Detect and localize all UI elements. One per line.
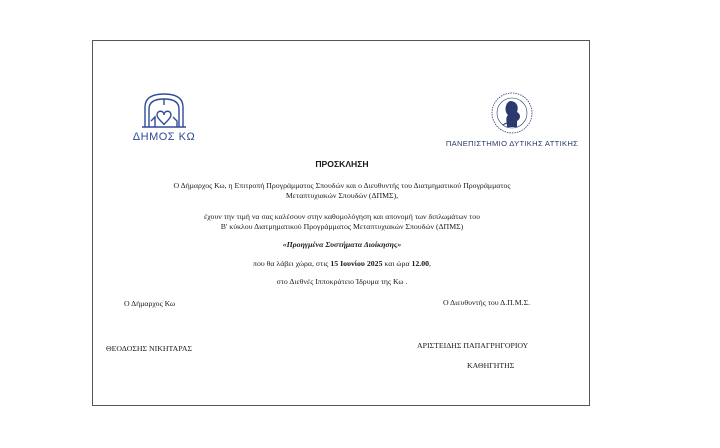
- mayor-role: Ο Δήμαρχος Κω: [124, 299, 176, 308]
- invitation-card: [92, 40, 590, 406]
- date-prefix: που θα λάβει χώρα, στις: [253, 259, 331, 268]
- event-time: 12.00: [411, 259, 430, 268]
- intro-line-2: Μεταπτυχιακών Σπουδών (ΔΠΜΣ),: [285, 191, 399, 200]
- municipality-logo: [131, 91, 197, 143]
- municipality-name: ΔΗΜΟΣ ΚΩ: [132, 131, 196, 143]
- director-name: ΑΡΙΣΤΕΙΔΗΣ ΠΑΠΑΓΡΗΓΟΡΙΟΥ: [417, 341, 529, 350]
- intro-line-3: έχουν την τιμή να σας καλέσουν στην καθομολόγηση και απονομή των διπλωμάτων του: [203, 212, 481, 221]
- director-role: Ο Διευθυντής του Δ.Π.Μ.Σ.: [443, 298, 531, 307]
- intro-line-4: Β' κύκλου Διατμηματικού Προγράμματος Μεταπτυχιακών Σπουδών (ΔΠΜΣ): [220, 222, 464, 231]
- date-time-line: [93, 259, 591, 269]
- university-name: ΠΑΝΕΠΙΣΤΗΜΙΟ ΔΥΤΙΚΗΣ ΑΤΤΙΚΗΣ: [445, 139, 579, 148]
- municipality-kos-logo-icon: [139, 91, 189, 129]
- date-suffix: ,: [429, 259, 431, 268]
- venue-line: στο Διεθνές Ιπποκράτειο Ίδρυμα της Κω .: [276, 277, 408, 286]
- intro-line-1: Ο Δήμαρχος Κω, η Επιτροπή Προγράμματος Σπουδών και ο Διευθυντής του Διατμηματικού Προγράμματος: [173, 181, 511, 190]
- director-title: ΚΑΘΗΓΗΤΗΣ: [467, 361, 515, 370]
- university-west-attica-logo-icon: [490, 91, 534, 135]
- program-name: «Προηγμένα Συστήματα Διοίκησης»: [282, 240, 402, 249]
- event-date: 15 Ιουνίου 2025: [330, 259, 383, 268]
- invitation-title: ΠΡΟΣΚΛΗΣΗ: [315, 159, 369, 169]
- mayor-name: ΘΕΟΔΟΣΗΣ ΝΙΚΗΤΑΡΑΣ: [106, 344, 193, 353]
- university-logo: [443, 91, 581, 148]
- time-prefix: και ώρα: [382, 259, 412, 268]
